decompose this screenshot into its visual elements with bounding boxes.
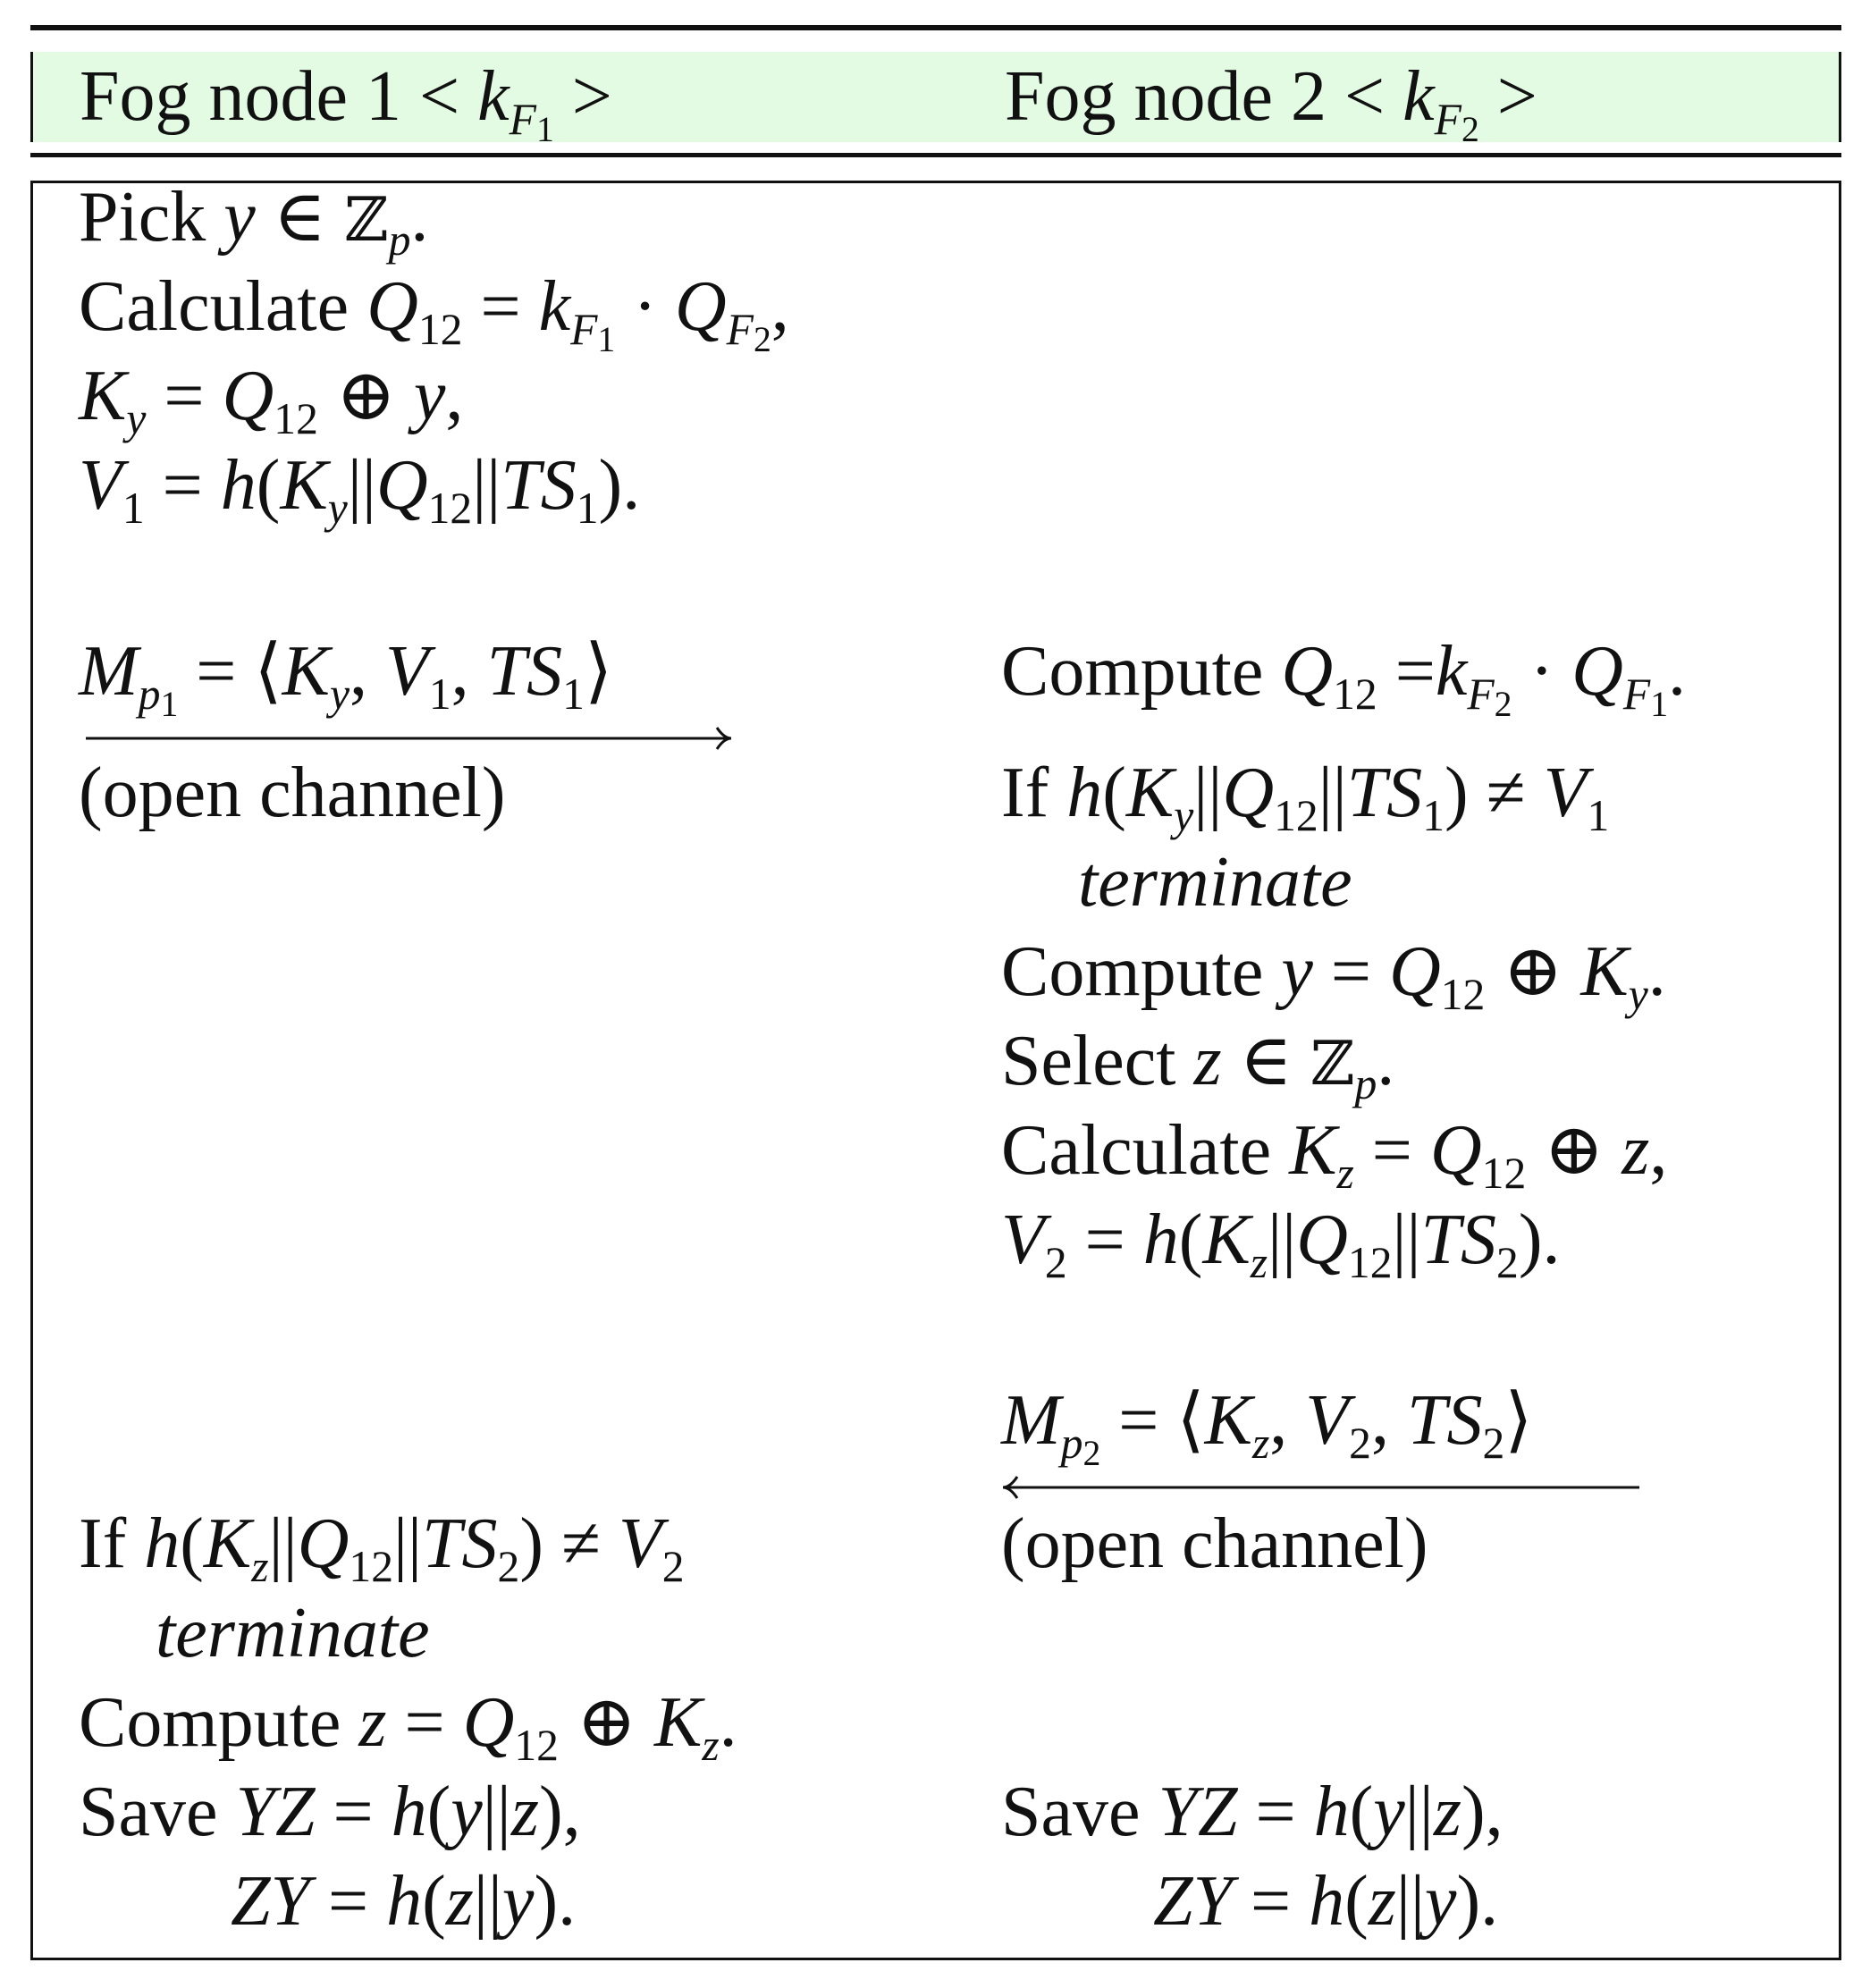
fn2-verify-step: If $h(K_y||Q_{12}||TS_1) \ne V_1$: [1001, 754, 1610, 840]
fn1-ky-step: $K_y = Q_{12}$ ⊕ y,: [79, 357, 464, 443]
step-verb: Save: [1001, 1773, 1141, 1851]
fn1-v1-step: $V_1 = h(K_y||Q_{12}||TS_1)$.: [79, 446, 641, 533]
fn2-save-step: Save YZ = h(y||z),: [1001, 1773, 1504, 1851]
fn2-save-zy: ZY = h(z||y).: [1153, 1862, 1499, 1941]
step-verb: Calculate: [79, 267, 350, 346]
angle-open: <: [419, 57, 460, 136]
fn1-pick-step: Pick y ∈ ℤ$_p$.: [79, 178, 429, 265]
fn1-message-mp1: $M_{p_1}$ = $⟨K_y$, $V_1$, $TS_1⟩$: [79, 632, 613, 724]
key-symbol: k: [1402, 57, 1435, 136]
fn1-save-step: Save YZ = h(y||z),: [79, 1773, 581, 1851]
fn2-message-mp2: $M_{p_2}$ = $⟨K_z$, $V_2$, $TS_2⟩$: [1001, 1381, 1533, 1473]
step-verb: Calculate: [1001, 1111, 1272, 1190]
step-verb: Compute: [1001, 932, 1264, 1011]
fn2-open-channel: (open channel): [1001, 1504, 1428, 1583]
fn2-v2-step: $V_2 = h(K_z||Q_{12}||TS_2)$.: [1001, 1200, 1561, 1287]
fn1-terminate: [79, 1593, 430, 1673]
step-verb: If: [1001, 754, 1049, 832]
key-sub: F: [509, 94, 536, 144]
top-rule: [30, 25, 1841, 30]
angle-close: >: [1496, 57, 1537, 136]
step-verb: If: [79, 1504, 127, 1583]
angle-close: >: [571, 57, 612, 136]
step-verb: Compute: [79, 1683, 341, 1762]
header-fog-node-2: [1005, 55, 1537, 149]
step-verb: Pick: [79, 178, 206, 257]
fn2-terminate: [1001, 842, 1352, 922]
fn1-open-channel: (open channel): [79, 754, 506, 832]
table-header: [30, 52, 1841, 149]
step-verb: Save: [79, 1773, 218, 1851]
fn1-calculate-step: Calculate $Q_{12} = k_{F_1} \cdot Q_{F_2}$,: [79, 267, 789, 359]
fn2-compute-y-step: Compute $y = Q_{12}$ ⊕ $K_y$.: [1001, 932, 1666, 1019]
angle-open: <: [1344, 57, 1386, 136]
key-sub-index: 1: [535, 109, 554, 149]
fn1-verify-step: If $h(K_z||Q_{12}||TS_2) \ne V_2$: [79, 1504, 685, 1591]
key-sub: F: [1434, 94, 1461, 144]
fn2-select-z-step: Select z ∈ ℤ$_p$.: [1001, 1022, 1395, 1108]
fn1-save-zy: ZY = h(z||y).: [231, 1862, 577, 1941]
header-label: Fog node 1: [80, 57, 401, 136]
step-verb: Select: [1001, 1022, 1176, 1100]
fn1-compute-z-step: Compute $z = Q_{12}$ ⊕ $K_z$.: [79, 1683, 737, 1770]
terminate-label: terminate: [1078, 843, 1352, 922]
header-rule: [30, 153, 1841, 157]
key-sub-index: 2: [1461, 109, 1479, 149]
header-label: Fog node 2: [1005, 57, 1327, 136]
key-symbol: k: [477, 57, 510, 136]
step-verb: Compute: [1001, 632, 1264, 711]
header-fog-node-1: [80, 55, 612, 149]
terminate-label: terminate: [156, 1594, 430, 1672]
fn2-compute-q-step: Compute $Q_{12} =k_{F_2} \cdot Q_{F_1}$.: [1001, 632, 1687, 724]
fn2-calculate-kz-step: Calculate $K_z = Q_{12}$ ⊕ z,: [1001, 1111, 1668, 1198]
